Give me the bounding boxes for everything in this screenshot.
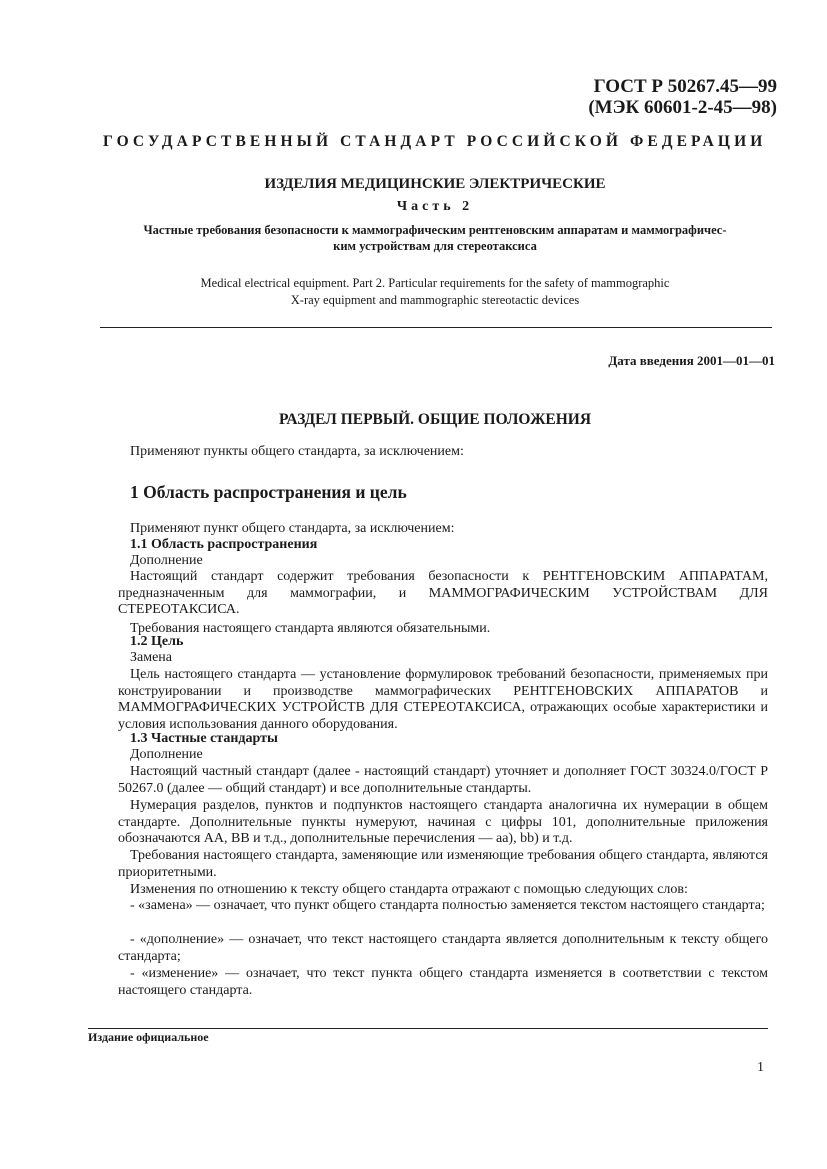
subclause-1-3-heading: 1.3 Частные стандарты	[130, 731, 278, 746]
part-label: Часть 2	[396, 199, 474, 214]
bullet-addition	[118, 932, 768, 965]
subclause-1-3-type: Дополнение	[130, 747, 203, 762]
subclause-1-1-text	[118, 569, 768, 619]
page-number: 1	[757, 1060, 764, 1075]
subclause-1-1-type: Дополнение	[130, 553, 203, 568]
english-title-line1: Medical electrical equipment. Part 2. Particular requirements for the safety of mammographic	[200, 276, 670, 290]
clause-heading: 1 Область распространения и цель	[130, 482, 407, 502]
subclause-1-3-text2	[118, 798, 768, 848]
subclause-1-3-text3	[118, 848, 768, 881]
bullet-addition-content: - «дополнение» — означает, что текст настоящего стандарта является дополнительным к тексту общего стандарта;	[118, 932, 768, 964]
bullet-replacement-content: - «замена» — означает, что пункт общего стандарта полностью заменяется текстом настоящего стандарта;	[130, 898, 765, 913]
section-intro: Применяют пункты общего стандарта, за исключением:	[130, 444, 464, 459]
standard-code-line1: ГОСТ Р 50267.45—99	[593, 76, 777, 97]
subclause-1-2-text-content: Цель настоящего стандарта — установление формулировок требований безопасности, применяемых при конструировании и производстве маммографических РЕНТГЕНОВСКИХ АППАРАТОВ и МАММОГРАФИЧЕСКИХ УСТРОЙСТВ ДЛЯ СТЕРЕОТАКСИСА, отражающих особые характеристики и условия использования данного оборудования.	[118, 667, 768, 732]
standard-code	[588, 76, 777, 118]
english-title	[90, 275, 780, 309]
subclause-1-2-heading: 1.2 Цель	[130, 634, 184, 649]
subclause-1-1-text2: Требования настоящего стандарта являются обязательными.	[130, 621, 491, 636]
section-heading: РАЗДЕЛ ПЕРВЫЙ. ОБЩИЕ ПОЛОЖЕНИЯ	[278, 411, 592, 428]
subclause-1-2-type: Замена	[130, 650, 173, 665]
title-divider	[100, 327, 772, 328]
subclause-1-1-heading: 1.1 Область распространения	[130, 537, 318, 552]
subclause-1-1-text-content: Настоящий стандарт содержит требования безопасности к РЕНТГЕНОВСКИМ АППАРАТАМ, предназначенным для маммографии, и МАММОГРАФИЧЕСКИМ УСТРОЙСТВАМ ДЛЯ СТЕРЕОТАКСИСА.	[118, 569, 768, 617]
bullet-replacement	[118, 898, 768, 915]
subclause-1-3-text2-content: Нумерация разделов, пунктов и подпунктов настоящего стандарта аналогична их нумерации в общем стандарте. Дополнительные пункты нумеруют, начиная с цифры 101, дополнительные приложения обозначаются AA, BB и т.д., дополнительные перечисления — аа), bb) и т.д.	[118, 798, 768, 846]
bullet-modification-content: - «изменение» — означает, что текст пункта общего стандарта изменяется в соответствии с текстом настоящего стандарта.	[118, 966, 768, 998]
subclause-1-2-text	[118, 667, 768, 733]
subclause-1-3-text3-content: Требования настоящего стандарта, заменяющие или изменяющие требования общего стандарта, являются приоритетными.	[118, 848, 768, 880]
document-subtitle	[90, 222, 780, 254]
state-standard-heading: ГОСУДАРСТВЕННЫЙ СТАНДАРТ РОССИЙСКОЙ ФЕДЕРАЦИИ	[103, 133, 767, 150]
introduction-date: Дата введения 2001—01—01	[608, 353, 775, 368]
document-title: ИЗДЕЛИЯ МЕДИЦИНСКИЕ ЭЛЕКТРИЧЕСКИЕ	[264, 176, 606, 192]
footer-divider	[88, 1028, 768, 1029]
subclause-1-3-text4: Изменения по отношению к тексту общего стандарта отражают с помощью следующих слов:	[130, 882, 688, 897]
bullet-modification	[118, 966, 768, 999]
subclause-1-3-text1-content: Настоящий частный стандарт (далее - настоящий стандарт) уточняет и дополняет ГОСТ 30324.0/ГОСТ Р 50267.0 (далее — общий стандарт) и все дополнительные стандарты.	[118, 764, 768, 796]
subclause-1-3-text1	[118, 764, 768, 797]
english-title-line2: X-ray equipment and mammographic stereotactic devices	[290, 293, 580, 307]
subtitle-line1: Частные требования безопасности к маммографическим рентгеновским аппаратам и маммографичес-	[143, 223, 727, 237]
clause-intro: Применяют пункт общего стандарта, за исключением:	[130, 521, 455, 536]
subtitle-line2: ким устройствам для стереотаксиса	[333, 239, 537, 253]
edition-label: Издание официальное	[88, 1030, 209, 1044]
standard-code-line2: (МЭК 60601-2-45—98)	[588, 97, 777, 118]
